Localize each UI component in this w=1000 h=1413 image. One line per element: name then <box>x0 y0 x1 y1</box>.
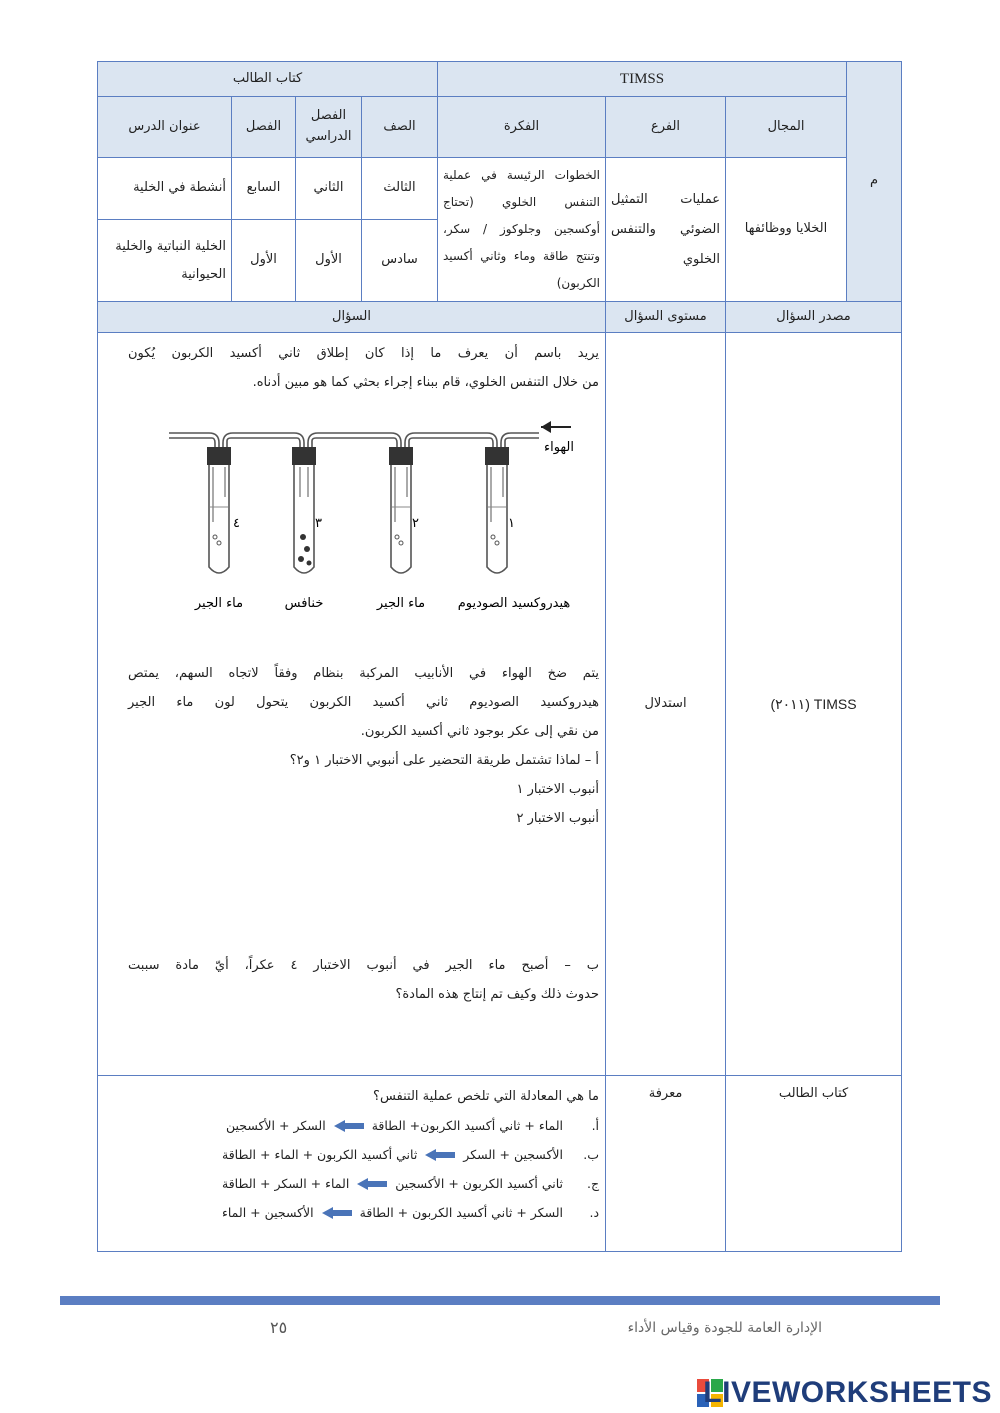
branch-header: الفرع <box>606 97 726 158</box>
q1-level: استدلال <box>606 333 726 1076</box>
semester-cell-2: الأول <box>296 220 362 302</box>
option-products: الأكسجين + الماء <box>221 1205 314 1220</box>
reaction-arrow-icon <box>425 1149 455 1161</box>
idea-header: الفكرة <box>438 97 606 158</box>
timss-header: TIMSS <box>438 62 847 97</box>
footer-bar <box>60 1296 940 1305</box>
tube-number-2: ٢ <box>412 516 420 531</box>
chapter-header: الفصل <box>232 97 296 158</box>
grade-cell-1: الثالث <box>362 158 438 220</box>
lesson-cell-2: الخلية النباتية والخلية الحيوانية <box>98 220 232 302</box>
q2-options <box>128 1111 599 1227</box>
q2-question: ما هي المعادلة التي تلخص عملية التنفس؟ <box>373 1089 600 1104</box>
option-reactants: ثاني أكسيد الكربون + الأكسجين <box>395 1176 564 1191</box>
label-lime-water-4: ماء الجير <box>194 596 244 611</box>
q1-tube2-answer-label: أنبوب الاختبار ٢ <box>516 811 600 826</box>
curriculum-table <box>97 61 902 1252</box>
semester-header: الفصل الدراسي <box>296 97 362 158</box>
lesson-cell-1: أنشطة في الخلية <box>98 158 232 220</box>
page-number: ٢٥ <box>270 1318 288 1337</box>
q1-part-b-line2: حدوث ذلك وكيف تم إنتاج هذه المادة؟ <box>395 987 600 1002</box>
q2-source: كتاب الطالب <box>726 1076 902 1252</box>
q2-option[interactable] <box>128 1169 599 1198</box>
q1-para-line1: يتم ضخ الهواء في الأنابيب المركبة بنظام وفقاً لاتجاه السهم، يمتص <box>128 666 600 681</box>
option-products: ثاني أكسيد الكربون + الماء + الطاقة <box>222 1147 418 1162</box>
option-letter: ج. <box>586 1176 600 1191</box>
lesson-title-header: عنوان الدرس <box>98 97 232 158</box>
domain-header: المجال <box>726 97 847 158</box>
q1-part-b-line1: ب – أصبح ماء الجير في أنبوب الاختبار ٤ عكراً، أيّ مادة سببت <box>128 958 600 973</box>
q2-level: معرفة <box>606 1076 726 1252</box>
option-reactants: السكر + ثاني أكسيد الكربون + الطاقة <box>359 1205 564 1220</box>
tube-3 <box>292 447 316 573</box>
tube-number-4: ٤ <box>233 516 241 531</box>
col-m-header: م <box>847 62 902 302</box>
domain-cell: الخلايا ووظائفها <box>726 158 847 302</box>
reaction-arrow-icon <box>334 1120 364 1132</box>
label-beetles: خنافس <box>284 596 324 611</box>
grade-cell-2: سادس <box>362 220 438 302</box>
chapter-cell-2: الأول <box>232 220 296 302</box>
tube-4 <box>207 447 231 573</box>
answer-space-a[interactable] <box>128 833 599 951</box>
air-label: الهواء <box>544 440 575 455</box>
air-arrow-icon <box>541 421 571 433</box>
option-reactants: الأكسجين + السكر <box>463 1147 564 1162</box>
footer-organization: الإدارة العامة للجودة وقياس الأداء <box>627 1320 822 1336</box>
q2-option[interactable] <box>128 1111 599 1140</box>
test-tubes-diagram <box>129 407 599 637</box>
brand-wordmark: LIVEWORKSHEETS <box>703 1376 992 1409</box>
q1-body <box>98 333 606 1076</box>
reaction-arrow-icon <box>357 1178 387 1190</box>
q2-option[interactable] <box>128 1198 599 1227</box>
q1-part-a: أ – لماذا تشتمل طريقة التحضير على أنبوبي الاختبار ١ و٢؟ <box>289 753 600 768</box>
option-reactants: الماء + ثاني أكسيد الكربون+ الطاقة <box>371 1118 564 1133</box>
grade-header: الصف <box>362 97 438 158</box>
tube-number-3: ٣ <box>315 516 323 531</box>
q1-intro-line1: يريد باسم أن يعرف ما إذا كان إطلاق ثاني أكسيد الكربون يُكون <box>128 346 600 361</box>
level-header: مستوى السؤال <box>606 302 726 333</box>
answer-space-b[interactable] <box>128 1009 599 1069</box>
tube-number-1: ١ <box>508 516 516 531</box>
student-book-header: كتاب الطالب <box>98 62 438 97</box>
option-letter: ب. <box>583 1147 600 1162</box>
reaction-arrow-icon <box>322 1207 352 1219</box>
chapter-cell-1: السابع <box>232 158 296 220</box>
tube-2 <box>389 447 413 573</box>
branch-cell: عمليات التمثيل الضوئي والتنفس الخلوي <box>606 158 726 302</box>
option-products: السكر + الأكسجين <box>225 1118 326 1133</box>
q2-option[interactable] <box>128 1140 599 1169</box>
q1-intro-line2: من خلال التنفس الخلوي، قام ببناء إجراء بحثي كما هو مبين أدناه. <box>252 375 600 390</box>
q1-source: TIMSS (٢٠١١) <box>726 333 902 1076</box>
q1-para-line2: هيدروكسيد الصوديوم ثاني أكسيد الكربون يتحول لون ماء الجير <box>128 695 600 710</box>
option-products: الماء + السكر + الطاقة <box>222 1176 350 1191</box>
option-letter: أ. <box>591 1118 600 1133</box>
idea-cell: الخطوات الرئيسة في عملية التنفس الخلوي (تحتاج أوكسجين وجلوكوز / سكر، وتنتج طاقة وماء وثاني أكسيد الكربون) <box>438 158 606 302</box>
label-lime-water-2: ماء الجير <box>376 596 426 611</box>
q1-para-line3: من نقي إلى عكر بوجود ثاني أكسيد الكربون. <box>360 724 600 739</box>
q2-body <box>98 1076 606 1252</box>
source-header: مصدر السؤال <box>726 302 902 333</box>
tube-1 <box>485 447 509 573</box>
semester-cell-1: الثاني <box>296 158 362 220</box>
q1-tube1-answer-label: أنبوب الاختبار ١ <box>516 782 600 797</box>
label-sodium-hydroxide: هيدروكسيد الصوديوم <box>457 596 571 611</box>
option-letter: د. <box>589 1205 600 1220</box>
question-header: السؤال <box>98 302 606 333</box>
